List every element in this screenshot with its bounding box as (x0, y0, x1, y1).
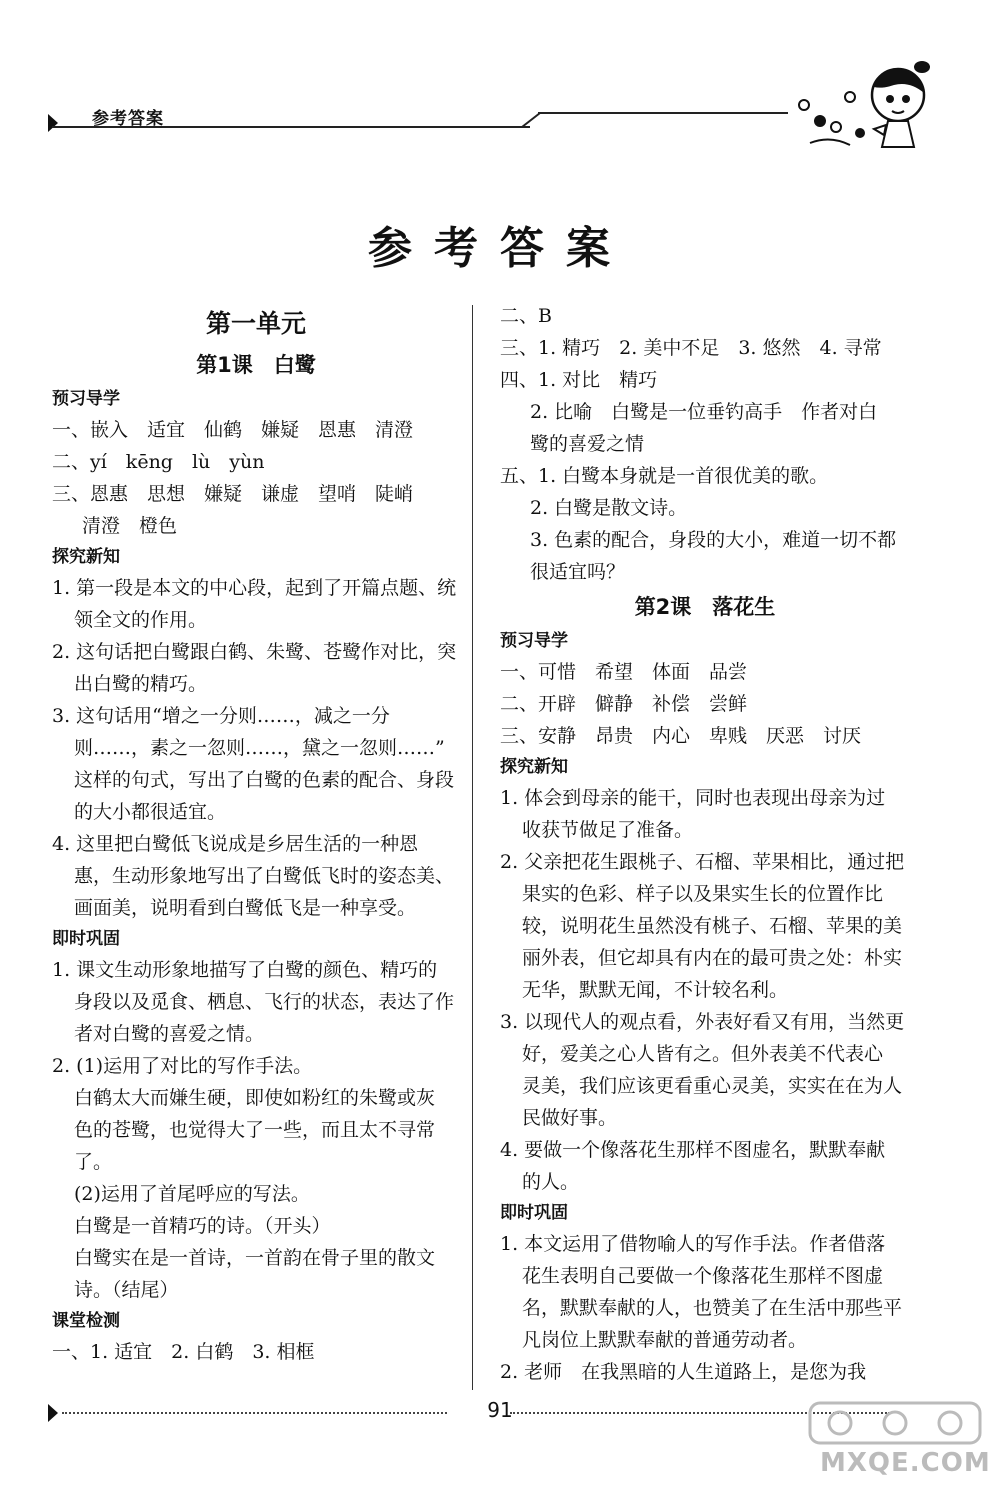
answer-line: 白鹭实在是一首诗，一首韵在骨子里的散文 (74, 1247, 436, 1269)
section-preview: 预习导学 (52, 389, 120, 409)
header-label: 参考答案 (92, 109, 164, 129)
left-column (52, 300, 460, 1368)
answer-line: 一、可惜 希望 体面 品尝 (500, 661, 748, 683)
answer-line: 较，说明花生虽然没有桃子、石榴、苹果的美 (522, 915, 903, 937)
section-consolidate: 即时巩固 (500, 1203, 568, 1223)
answer-line: 二、开辟 僻静 补偿 尝鲜 (500, 693, 748, 715)
answer-line: 1. 课文生动形象地描写了白鹭的颜色、精巧的 (52, 959, 438, 981)
answer-line: 4. 要做一个像落花生那样不图虚名，默默奉献 (500, 1139, 886, 1161)
lesson-1-title: 第1课 白鹭 (196, 353, 316, 377)
section-explore: 探究新知 (52, 547, 120, 567)
answer-line: 4. 这里把白鹭低飞说成是乡居生活的一种恩 (52, 833, 419, 855)
page-title: 参考答案 (368, 223, 632, 274)
answer-line: 了。 (74, 1151, 113, 1173)
answer-line: 无华，默默无闻，不计较名利。 (522, 979, 789, 1001)
section-consolidate: 即时巩固 (52, 929, 120, 949)
answer-line: 1. 体会到母亲的能干，同时也表现出母亲为过 (500, 787, 886, 809)
answer-line: 2. 这句话把白鹭跟白鹤、朱鹭、苍鹭作对比，突 (52, 641, 457, 663)
answer-line: 二、B (500, 305, 552, 327)
answer-line: 诗。（结尾） (74, 1279, 179, 1301)
answer-line: 鹭的喜爱之情 (530, 433, 645, 455)
answer-line: 的大小都很适宜。 (74, 801, 227, 823)
answer-line: 身段以及觅食、栖息、飞行的状态，表达了作 (74, 991, 455, 1013)
section-explore: 探究新知 (500, 757, 568, 777)
answer-line: 色的苍鹭，也觉得大了一些，而且太不寻常 (74, 1119, 436, 1141)
answer-line: 领全文的作用。 (74, 609, 208, 631)
answer-line: 1. 第一段是本文的中心段，起到了开篇点题、统 (52, 577, 457, 599)
answer-line: 者对白鹭的喜爱之情。 (74, 1023, 265, 1045)
page-number: 91 (487, 1398, 513, 1422)
answer-line: 白鹤太大而嫌生硬，即使如粉红的朱鹭或灰 (74, 1087, 436, 1109)
answer-line: 惠，生动形象地写出了白鹭低飞时的姿态美、 (74, 865, 455, 887)
answer-line: 民做好事。 (522, 1107, 618, 1129)
answer-line: 的人。 (522, 1171, 580, 1193)
answer-line: 丽外表，但它却具有内在的最可贵之处：朴实 (522, 947, 903, 969)
answer-line: 三、安静 昂贵 内心 卑贱 厌恶 讨厌 (500, 725, 862, 747)
answer-line: 四、1. 对比 精巧 (500, 369, 658, 391)
answer-line: 三、恩惠 思想 嫌疑 谦虚 望哨 陡峭 (52, 483, 414, 505)
answer-line: 好，爱美之心人皆有之。但外表美不代表心 (522, 1043, 884, 1065)
answer-line: 很适宜吗？ (530, 561, 626, 583)
answer-line: 3. 以现代人的观点看，外表好看又有用，当然更 (500, 1011, 905, 1033)
answer-line: 则……，素之一忽则……，黛之一忽则……” (74, 737, 445, 759)
answer-line: 1. 本文运用了借物喻人的写作手法。作者借落 (500, 1233, 886, 1255)
answer-line: 收获节做足了准备。 (522, 819, 694, 841)
watermark-text: MXQE.COM (820, 1448, 991, 1478)
answer-line: 2. 白鹭是散文诗。 (530, 497, 688, 519)
header-rule (52, 126, 530, 128)
answer-line: 这样的句式，写出了白鹭的色素的配合、身段 (74, 769, 455, 791)
answer-line: 2. (1)运用了对比的写作手法。 (52, 1055, 313, 1077)
answer-line: 花生表明自己要做一个像落花生那样不图虚 (522, 1265, 884, 1287)
header-marker-icon (46, 112, 60, 134)
answer-line: 画面美，说明看到白鹭低飞是一种享受。 (74, 897, 417, 919)
unit-title: 第一单元 (205, 309, 306, 338)
answer-line: 灵美，我们应该更看重心灵美，实实在在为人 (522, 1075, 903, 1097)
header-rule-slope (520, 112, 542, 128)
answer-line: 白鹭是一首精巧的诗。（开头） (74, 1215, 331, 1237)
answer-line: 三、1. 精巧 2. 美中不足 3. 悠然 4. 寻常 (500, 337, 882, 359)
answer-line: 2. 父亲把花生跟桃子、石榴、苹果相比，通过把 (500, 851, 905, 873)
answer-line: 清澄 橙色 (82, 515, 178, 537)
answer-line: 3. 色素的配合，身段的大小，难道一切不都 (530, 529, 897, 551)
answer-line: 五、1. 白鹭本身就是一首很优美的歌。 (500, 465, 829, 487)
header-rule-right (538, 112, 788, 114)
answer-line: 一、嵌入 适宜 仙鹤 嫌疑 恩惠 清澄 (52, 419, 414, 441)
section-preview: 预习导学 (500, 631, 568, 651)
answer-line: (2)运用了首尾呼应的写法。 (74, 1183, 310, 1205)
column-divider (472, 305, 473, 1390)
section-class-test: 课堂检测 (52, 1311, 120, 1331)
answer-line: 果实的色彩、样子以及果实生长的位置作比 (522, 883, 884, 905)
answer-line: 名，默默奉献的人，也赞美了在生活中那些平 (522, 1297, 903, 1319)
right-column (500, 300, 910, 1388)
girl-mascot-icon (790, 55, 940, 160)
answer-line: 2. 老师 在我黑暗的人生道路上，是您为我 (500, 1361, 867, 1383)
answer-line: 3. 这句话用“增之一分则……，减之一分 (52, 705, 390, 727)
lesson-2-title: 第2课 落花生 (634, 595, 776, 619)
answer-line: 一、1. 适宜 2. 白鹤 3. 相框 (52, 1341, 315, 1363)
answer-line: 2. 比喻 白鹭是一位垂钓高手 作者对白 (530, 401, 878, 423)
answer-line: 二、yí kēng lù yùn (52, 451, 265, 473)
answer-line: 出白鹭的精巧。 (74, 673, 208, 695)
answer-line: 凡岗位上默默奉献的普通劳动者。 (522, 1329, 808, 1351)
